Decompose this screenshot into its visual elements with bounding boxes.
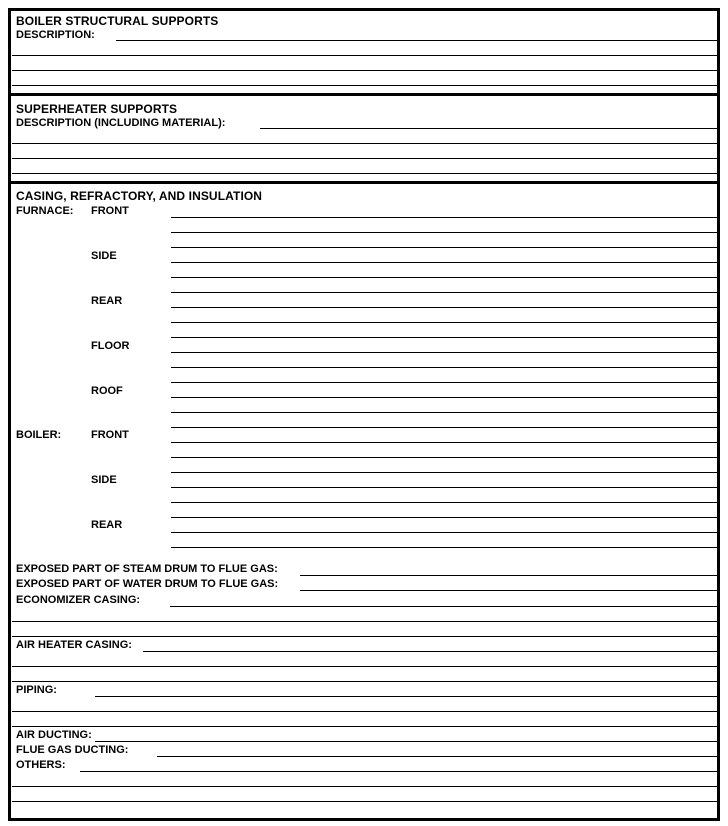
casing-entry-line[interactable] — [171, 337, 718, 338]
piping-label: PIPING: — [16, 684, 57, 696]
casing-entry-line[interactable] — [171, 532, 718, 533]
casing-entry-line[interactable] — [171, 307, 718, 308]
economizer-casing-line[interactable] — [170, 606, 718, 607]
others-line[interactable] — [12, 786, 718, 787]
water-drum-label: EXPOSED PART OF WATER DRUM TO FLUE GAS: — [16, 578, 279, 590]
others-label: OTHERS: — [16, 759, 66, 771]
description-line[interactable] — [12, 70, 718, 71]
casing-entry-line[interactable] — [171, 352, 718, 353]
description-line[interactable] — [12, 85, 718, 86]
casing-entry-line[interactable] — [171, 292, 718, 293]
furnace-label: FURNACE: — [16, 205, 74, 217]
piping-line[interactable] — [12, 711, 718, 712]
boiler-side-label: SIDE — [91, 474, 117, 486]
others-line[interactable] — [80, 771, 718, 772]
description-line[interactable] — [12, 158, 718, 159]
casing-entry-line[interactable] — [171, 382, 718, 383]
air-ducting-line[interactable] — [95, 741, 718, 742]
casing-entry-line[interactable] — [171, 262, 718, 263]
section-divider — [8, 181, 720, 184]
description-line[interactable] — [12, 55, 718, 56]
section-divider — [8, 93, 720, 96]
air-heater-casing-label: AIR HEATER CASING: — [16, 639, 132, 651]
inspection-form — [8, 8, 720, 821]
furnace-roof-label: ROOF — [91, 385, 123, 397]
piping-line[interactable] — [95, 696, 718, 697]
section-title-boiler-structural-supports: BOILER STRUCTURAL SUPPORTS — [16, 14, 219, 28]
steam-drum-label: EXPOSED PART OF STEAM DRUM TO FLUE GAS: — [16, 563, 278, 575]
casing-entry-line[interactable] — [171, 217, 718, 218]
casing-entry-line[interactable] — [171, 457, 718, 458]
casing-entry-line[interactable] — [171, 412, 718, 413]
economizer-casing-line[interactable] — [12, 636, 718, 637]
flue-gas-ducting-label: FLUE GAS DUCTING: — [16, 744, 129, 756]
others-line[interactable] — [12, 801, 718, 802]
economizer-casing-line[interactable] — [12, 621, 718, 622]
flue-gas-ducting-line[interactable] — [157, 756, 718, 757]
air-heater-casing-line[interactable] — [12, 681, 718, 682]
description-line[interactable] — [116, 40, 718, 41]
casing-entry-line[interactable] — [171, 547, 718, 548]
casing-entry-line[interactable] — [171, 322, 718, 323]
casing-entry-line[interactable] — [171, 277, 718, 278]
air-heater-casing-line[interactable] — [12, 666, 718, 667]
casing-entry-line[interactable] — [171, 487, 718, 488]
description-line[interactable] — [12, 173, 718, 174]
description-label: DESCRIPTION: — [16, 29, 95, 41]
piping-line[interactable] — [12, 726, 718, 727]
description-label: DESCRIPTION (INCLUDING MATERIAL): — [16, 117, 226, 129]
description-line[interactable] — [260, 128, 718, 129]
casing-entry-line[interactable] — [171, 442, 718, 443]
casing-entry-line[interactable] — [171, 232, 718, 233]
furnace-side-label: SIDE — [91, 250, 117, 262]
casing-entry-line[interactable] — [171, 472, 718, 473]
casing-entry-line[interactable] — [171, 367, 718, 368]
boiler-rear-label: REAR — [91, 519, 123, 531]
water-drum-line[interactable] — [300, 590, 718, 591]
casing-entry-line[interactable] — [171, 247, 718, 248]
boiler-label: BOILER: — [16, 429, 62, 441]
casing-entry-line[interactable] — [171, 502, 718, 503]
air-heater-casing-line[interactable] — [143, 651, 718, 652]
economizer-casing-label: ECONOMIZER CASING: — [16, 594, 141, 606]
casing-entry-line[interactable] — [171, 427, 718, 428]
section-title-casing-refractory-insulation: CASING, REFRACTORY, AND INSULATION — [16, 189, 263, 203]
furnace-floor-label: FLOOR — [91, 340, 130, 352]
furnace-front-label: FRONT — [91, 205, 129, 217]
air-ducting-label: AIR DUCTING: — [16, 729, 92, 741]
description-line[interactable] — [12, 143, 718, 144]
casing-entry-line[interactable] — [171, 397, 718, 398]
furnace-rear-label: REAR — [91, 295, 123, 307]
section-title-superheater-supports: SUPERHEATER SUPPORTS — [16, 102, 178, 116]
steam-drum-line[interactable] — [300, 575, 718, 576]
boiler-front-label: FRONT — [91, 429, 129, 441]
casing-entry-line[interactable] — [171, 517, 718, 518]
